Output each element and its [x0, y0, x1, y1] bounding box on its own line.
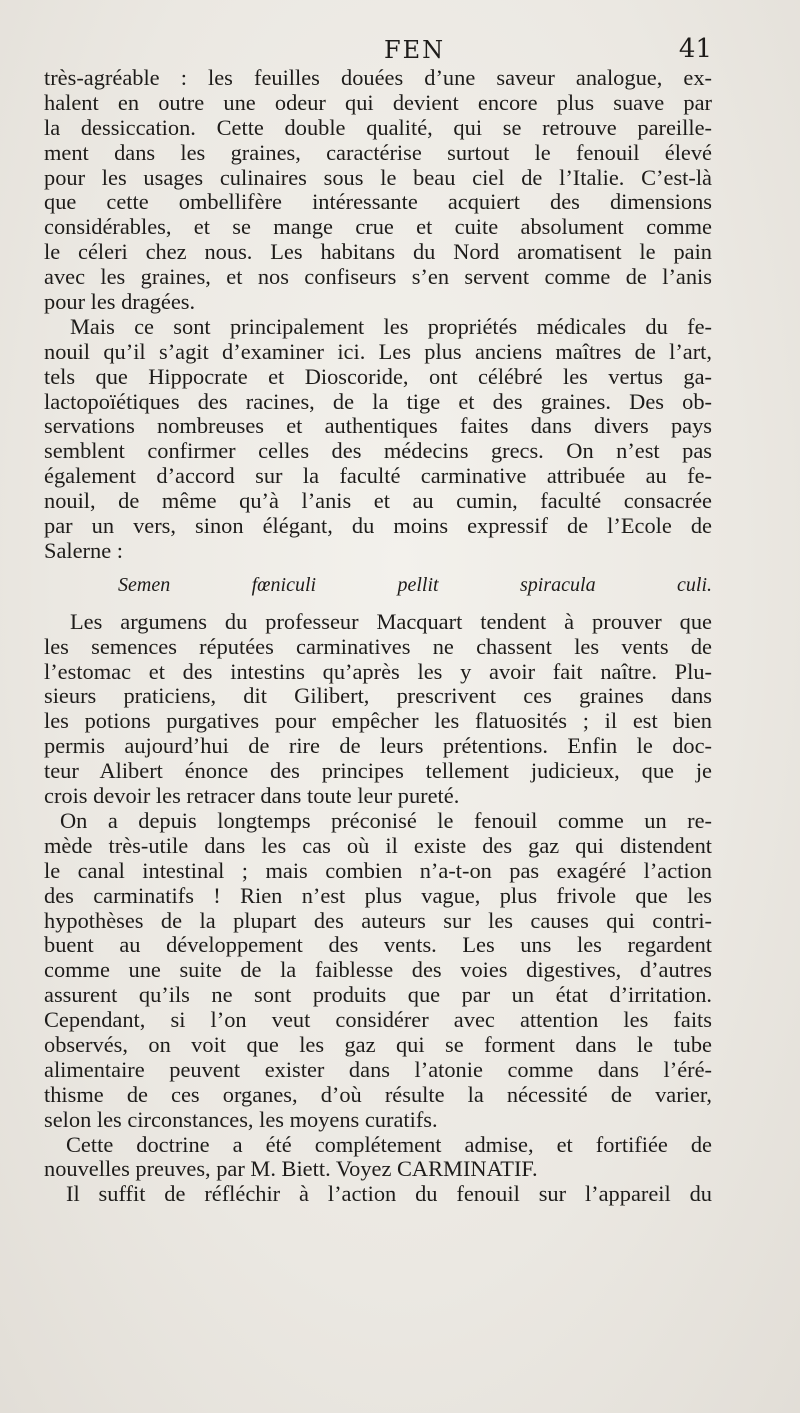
page-number: 41: [678, 34, 712, 64]
text-line: Mais ce sont principalement les propriétés médicales du fe-: [70, 314, 712, 339]
text-line: hypothèses de la plupart des auteurs sur les causes qui contri-: [44, 908, 712, 933]
text-line: nouil, de même qu’à l’anis et au cumin, faculté consacrée: [44, 489, 712, 514]
text-line: comme une suite de la faiblesse des voies digestives, d’autres: [44, 958, 712, 983]
page-header: [44, 36, 712, 66]
paragraph: [44, 66, 712, 315]
text-line: crois devoir les retracer dans toute leur pureté.: [44, 784, 460, 809]
latin-quotation: Semen fœniculi pellit spiracula culi.: [118, 573, 712, 596]
text-line: lactopoïétiques des racines, de la tige et des graines. Des ob-: [44, 389, 712, 414]
text-line: la dessiccation. Cette double qualité, qui se retrouve pareille-: [44, 115, 712, 140]
text-line: considérables, et se mange crue et cuite absolument comme: [44, 215, 712, 240]
paragraph: [44, 1133, 712, 1183]
text-line: buent au développement des vents. Les uns les regardent: [44, 933, 712, 958]
text-line: Salerne :: [44, 538, 123, 563]
text-line: tels que Hippocrate et Dioscoride, ont célébré les vertus ga-: [44, 364, 712, 389]
paragraph: [44, 809, 712, 1133]
text-line: pour les usages culinaires sous le beau ciel de l’Italie. C’est-là: [44, 165, 712, 190]
text-line: nouil qu’il s’agit d’examiner ici. Les plus anciens maîtres de l’art,: [44, 339, 712, 364]
text-line: On a depuis longtemps préconisé le fenouil comme un re-: [60, 808, 712, 833]
text-line: servations nombreuses et authentiques faites dans divers pays: [44, 414, 712, 439]
text-line: que cette ombellifère intéressante acquiert des dimensions: [44, 190, 712, 215]
text-line: sieurs praticiens, dit Gilibert, prescrivent ces graines dans: [44, 684, 712, 709]
running-head: FEN: [384, 36, 446, 64]
text-line: halent en outre une odeur qui devient encore plus suave par: [44, 90, 712, 115]
text-line: selon les circonstances, les moyens curatifs.: [44, 1107, 438, 1132]
paragraph: [44, 315, 712, 564]
text-line: Cependant, si l’on veut considérer avec attention les faits: [44, 1008, 712, 1033]
text-line: le canal intestinal ; mais combien n’a-t-on pas exagéré l’action: [44, 858, 712, 883]
text-line: très-agréable : les feuilles douées d’une saveur analogue, ex-: [44, 66, 712, 90]
text-line: mède très-utile dans les cas où il existe des gaz qui distendent: [44, 833, 712, 858]
text-line: thisme de ces organes, d’où résulte la nécessité de varier,: [44, 1082, 712, 1107]
text-line: des carminatifs ! Rien n’est plus vague, plus frivole que les: [44, 883, 712, 908]
text-line: semblent confirmer celles des médecins grecs. On n’est pas: [44, 439, 712, 464]
text-line: par un vers, sinon élégant, du moins expressif de l’Ecole de: [44, 514, 712, 539]
paragraph: [44, 1182, 712, 1207]
text-line: Il suffit de réfléchir à l’action du fenouil sur l’appareil du: [66, 1182, 712, 1207]
text-line: alimentaire peuvent exister dans l’atonie comme dans l’éré-: [44, 1057, 712, 1082]
text-line: Cette doctrine a été complétement admise, et fortifiée de: [66, 1132, 712, 1157]
text-line: assurent qu’ils ne sont produits que par un état d’irritation.: [44, 983, 712, 1008]
text-line: les potions purgatives pour empêcher les flatuosités ; il est bien: [44, 709, 712, 734]
text-line: Les argumens du professeur Macquart tendent à prouver que: [70, 609, 712, 634]
paragraph: [44, 610, 712, 809]
text-line: également d’accord sur la faculté carminative attribuée au fe-: [44, 464, 712, 489]
text-line: observés, on voit que les gaz qui se forment dans le tube: [44, 1032, 712, 1057]
text-line: teur Alibert énonce des principes tellement judicieux, que je: [44, 759, 712, 784]
text-line: pour les dragées.: [44, 290, 196, 315]
text-line: l’estomac et des intestins qu’après les y avoir fait naître. Plu-: [44, 659, 712, 684]
text-line: le céleri chez nous. Les habitans du Nord aromatisent le pain: [44, 240, 712, 265]
body-text: [44, 66, 712, 1207]
text-line: permis aujourd’hui de rire de leurs prétentions. Enfin le doc-: [44, 734, 712, 759]
text-line: ment dans les graines, caractérise surtout le fenouil élevé: [44, 140, 712, 165]
text-line: avec les graines, et nos confiseurs s’en servent comme de l’anis: [44, 265, 712, 290]
text-line: nouvelles preuves, par M. Biett. Voyez CARMINATIF.: [44, 1157, 538, 1182]
text-line: les semences réputées carminatives ne chassent les vents de: [44, 634, 712, 659]
